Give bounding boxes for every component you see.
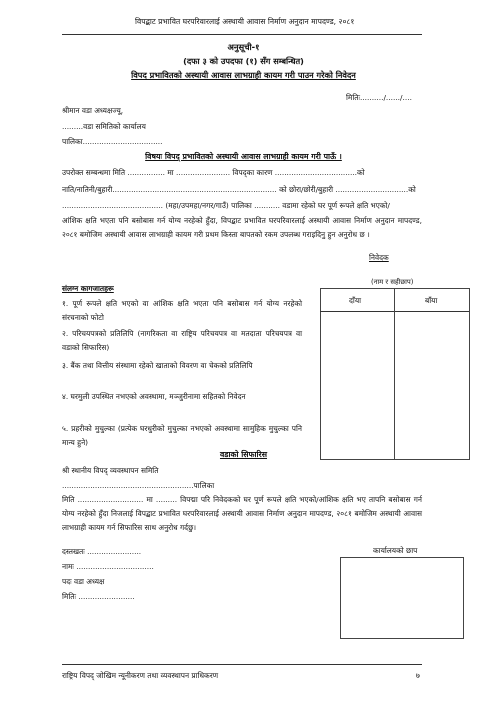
thumbprint-table — [320, 288, 470, 460]
recommendation-to: श्री स्थानीय विपद् व्यवस्थापन समिति — [62, 466, 159, 475]
attachment-item-3: ३. बैंक तथा वित्तीय संस्थामा रहेको खाताको विवरण वा चेकको प्रतिलिपि — [62, 361, 253, 370]
signature-date-line: मितिः ........................ — [62, 592, 135, 601]
attachment-item-1: १. पूर्ण रूपले क्षति भएको वा आंशिक क्षति भएता पनि बसोबास गर्न योग्य नरहेको संरचनाको फोटो — [62, 299, 302, 322]
addressee-line-3: पालिका.................................. — [62, 137, 163, 146]
body-line-1: उपरोक्त सम्बन्धमा मिति ................ मा ....................... विपद्का कारण ...................................को — [62, 168, 365, 177]
addressee-line-1: श्रीमान वडा अध्यक्षज्यू, — [62, 106, 124, 115]
attachments-title: संलग्न कागजातहरू — [62, 284, 114, 293]
left-thumb-label: बाँया — [425, 296, 438, 305]
date-line: मितिः........../....../.... — [346, 93, 412, 102]
post-line: पदः वडा अध्यक्ष — [62, 577, 105, 586]
attachment-item-2: २. परिचयपत्रको प्रतिलिपि (नागरिकता वा राष्ट्रिय परिचयपत्र वा मतदाता परिचयपत्र वा वडाको सिफारिस) — [62, 329, 302, 352]
recommendation-palika: ........................................................पालिका — [62, 481, 215, 490]
signature-line: दस्तखतः ....................... — [62, 547, 142, 556]
right-thumb-label: दाँया — [349, 296, 362, 305]
applicant-label: निवेदक — [369, 253, 389, 262]
body-paragraph: आंशिक क्षति भएता पनि बसोबास गर्न योग्य नरहेको हुँदा, विपद्बाट प्रभावित घरपरिवारलाई अस्थायी आवास निर्माण अनुदान मापदण्ड, २०८१ बमोजिम अस्थायी आवास लाभग्राही कायम गरी प्रथम किस्ता बापतको रकम उपलब्ध गराइदिनु हुन अनुरोध छ । — [62, 216, 422, 239]
name-line: नामः ................................. — [62, 562, 154, 571]
name-signature-label: (नाम र सहीछाप) — [371, 278, 414, 286]
running-header: विपद्बाट प्रभावित घरपरिवारलाई अस्थायी आवास निर्माण अनुदान मापदण्ड, २०८१ — [135, 17, 355, 26]
thumbprint-divider — [394, 288, 395, 459]
office-stamp-box — [340, 557, 464, 639]
addressee-line-2: .........वडा समितिको कार्यालय — [62, 122, 146, 131]
header-rule — [62, 34, 422, 35]
body-line-2: नाति/नातिनी/बुहारी...................................................................... को छोरा/छोरी/बुहारी ...............................को — [62, 185, 416, 194]
body-line-3: ........................................... (महा/उपमहा/नगर/गाउँ) पालिका ........... वडामा रहेको घर पूर्ण रूपले क्षति भएको/ — [62, 201, 390, 210]
office-stamp-label: कार्यालयको छाप — [373, 546, 418, 555]
footer-authority: राष्ट्रिय विपद् जोखिम न्यूनीकरण तथा व्यवस्थापन प्राधिकरण — [62, 671, 219, 680]
page-number: ७ — [416, 671, 420, 680]
annex-number: अनुसूची-१ — [227, 42, 260, 52]
subject-line: विषयः विपद् प्रभावितको अस्थायी आवास लाभग्राही कायम गरी पाऊँ । — [145, 152, 342, 161]
attachment-item-5: ५. प्रहरीको मुचुल्का (प्रत्येक घरधुरीको मुचुल्का नभएको अवस्थामा सामुहिक मुचुल्का पनि मान्य हुने) — [62, 424, 302, 447]
attachment-item-4: ४. घरमुली उपस्थित नभएको अवस्थामा, मञ्जुरीनामा सहितको निवेदन — [62, 392, 246, 401]
footer-rule — [62, 664, 422, 665]
recommendation-text: मिति ............................ मा ......... विपद्मा परि निवेदकको घर पूर्ण रूपले क्षति भएको/आंशिक क्षति भए तापनि बसोबास गर्न योग्य नरहेको हुँदा निजलाई विपद्बाट प्रभावित घरपरिवारलाई अस्थायी आवास निर्माण अनुदान मापदण्ड, २०८१ बमोजिम अस्थायी आवास लाभग्राही कायम गर्न सिफारिस साथ अनुरोध गर्दछु। — [62, 495, 422, 532]
form-title: विपद प्रभावितको अस्थायी आवास लाभग्राही कायम गरी पाउन गरेको निवेदन — [131, 70, 356, 80]
clause-reference: (दफा ३ को उपदफा (१) सँग सम्बन्धित) — [183, 56, 304, 66]
ward-recommendation-title: वडाको सिफारिस — [219, 450, 268, 459]
